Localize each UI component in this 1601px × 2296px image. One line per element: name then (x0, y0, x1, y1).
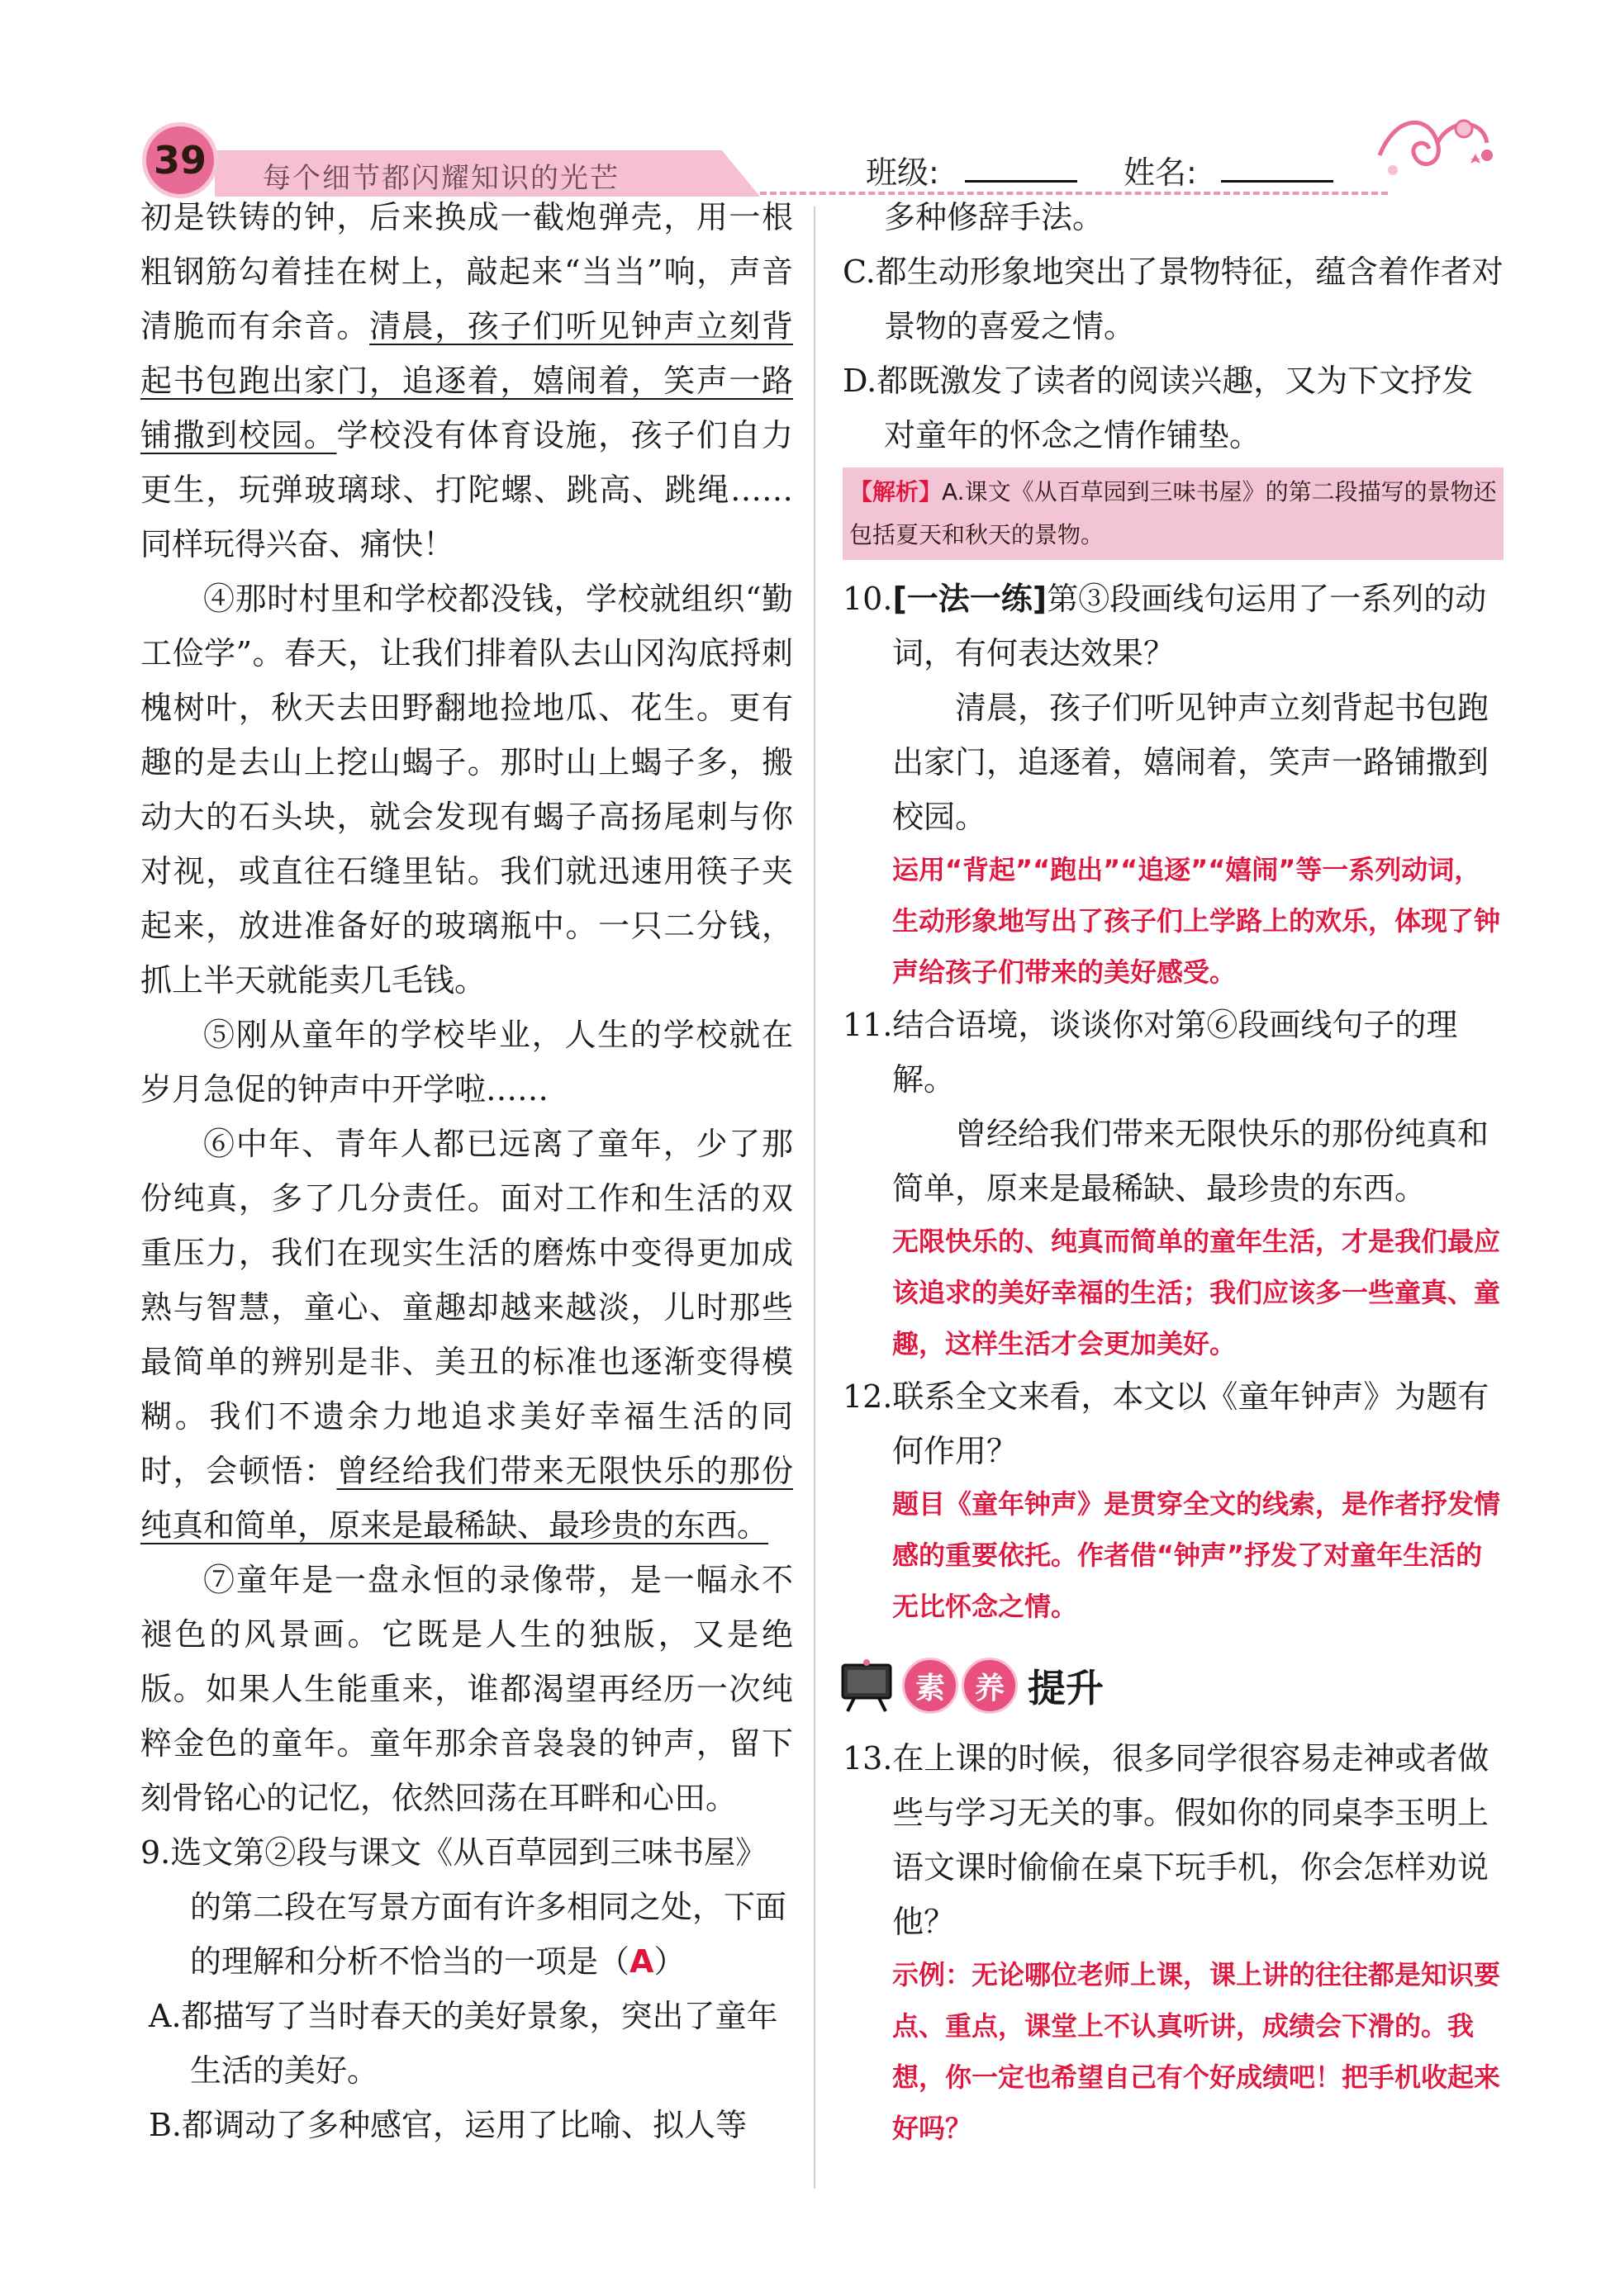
question-11-quote: 曾经给我们带来无限快乐的那份纯真和简单，原来是最稀缺、最珍贵的东西。 (892, 1116, 1489, 1207)
section-heading (838, 1640, 1504, 1731)
class-blank[interactable] (965, 180, 1077, 183)
paragraph-3-text: 初是铁铸的钟，后来换成一截炮弹壳，用一根粗钢筋勾着挂在树上，敲起来“当当”响，声音清脆而有余音。 (140, 199, 793, 344)
question-9-stem-end: ） (653, 1943, 686, 1980)
question-10 (843, 572, 1504, 681)
paragraph-5: ⑤刚从童年的学校毕业，人生的学校就在岁月急促的钟声中开学啦…… (140, 1017, 793, 1108)
section-char-ball-1: 素 (902, 1658, 958, 1714)
question-9-option-d[interactable]: D.都既激发了读者的阅读兴趣，又为下文抒发对童年的怀念之情作铺垫。 (843, 363, 1474, 453)
paragraph-4: ④那时村里和学校都没钱，学校就组织“勤工俭学”。春天，让我们排着队去山冈沟底捋刺槐树叶，秋天去田野翻地捡地瓜、花生。更有趣的是去山上挖山蝎子。那时山上蝎子多，搬动大的石头块，就会发现有蝎子高扬尾刺与你对视，或直往石缝里钻。我们就迅速用筷子夹起来，放进准备好的玻璃瓶中。一只二分钱，抓上半天就能卖几毛钱。 (140, 581, 793, 999)
question-9-stem: 9.选文第②段与课文《从百草园到三味书屋》的第二段在写景方面有许多相同之处，下面的理解和分析不恰当的一项是（ (140, 1834, 787, 1980)
question-9-option-a[interactable]: A.都描写了当时春天的美好景象，突出了童年生活的美好。 (149, 1998, 778, 2089)
paragraph-7: ⑦童年是一盘永恒的录像带，是一幅永不褪色的风景画。它既是人生的独版，又是绝版。如果人生能重来，谁都渴望再经历一次纯粹金色的童年。童年那余音袅袅的钟声，留下刻骨铭心的记忆，依然回荡在耳畔和心田。 (140, 1562, 793, 1816)
question-10-tag: [一法一练] (892, 581, 1048, 617)
analysis-text: A.课文《从百草园到三味书屋》的第二段描写的景物还包括夏天和秋天的景物。 (849, 478, 1497, 548)
column-divider (814, 206, 815, 2189)
question-13-answer: 示例：无论哪位老师上课，课上讲的往往都是知识要点、重点，课堂上不认真听讲，成绩会下滑的。我想，你一定也希望自己有个好成绩吧！把手机收起来好吗？ (892, 1959, 1501, 2144)
question-10-number: 10. (843, 581, 893, 617)
right-column (843, 190, 1504, 2154)
question-10-text: 第③段画线句运用了一系列的动词，有何表达效果？ (892, 581, 1487, 671)
paragraph-6-underlined-sentence: 曾经给我们带来无限快乐的那份纯真和简单，原来是最稀缺、最珍贵的东西。 (140, 1453, 793, 1544)
easel-board-icon (838, 1657, 896, 1715)
paragraph-6-text: ⑥中年、青年人都已远离了童年，少了那份纯真，多了几分责任。面对工作和生活的双重压力，我们在现实生活的磨炼中变得更加成熟与智慧，童心、童趣却越来越淡，儿时那些最简单的辨别是非、美丑的标准也逐渐变得模糊。我们不遗余力地追求美好幸福生活的同时，会顿悟： (140, 1126, 793, 1489)
paragraph-3 (140, 190, 793, 572)
question-9-option-b[interactable]: B.都调动了多种感官，运用了比喻、拟人等 (149, 2107, 748, 2143)
floral-ornament-icon (1371, 97, 1504, 188)
class-label: 班级: (866, 154, 939, 191)
question-9-answer[interactable]: A (629, 1943, 654, 1980)
section-title: 提升 (1028, 1666, 1104, 1710)
page-number-badge: 39 (142, 122, 218, 198)
question-12: 12.联系全文来看，本文以《童年钟声》为题有何作用？ (843, 1378, 1489, 1469)
question-13: 13.在上课的时候，很多同学很容易走神或者做些与学习无关的事。假如你的同桌李玉明上语文课时偷偷在桌下玩手机，你会怎样劝说他？ (843, 1740, 1489, 1940)
analysis-tag: 【解析】 (849, 478, 943, 505)
section-char-ball-2: 养 (962, 1658, 1018, 1714)
left-column (140, 190, 793, 2152)
name-blank[interactable] (1221, 180, 1333, 183)
paragraph-3-underlined-sentence: 清晨，孩子们听见钟声立刻背起书包跑出家门，追逐着，嬉闹着，笑声一路铺撒到校园。 (140, 308, 793, 453)
question-9-option-c[interactable]: C.都生动形象地突出了景物特征，蕴含着作者对景物的喜爱之情。 (843, 254, 1504, 344)
question-11-answer: 无限快乐的、纯真而简单的童年生活，才是我们最应该追求的美好幸福的生活；我们应该多一些童真、童趣，这样生活才会更加美好。 (892, 1226, 1501, 1359)
question-12-answer: 题目《童年钟声》是贯穿全文的线索，是作者抒发情感的重要依托。作者借“钟声”抒发了对童年生活的无比怀念之情。 (892, 1488, 1501, 1622)
question-11: 11.结合语境，谈谈你对第⑥段画线句子的理解。 (843, 1007, 1458, 1098)
name-label: 姓名: (1124, 154, 1197, 191)
question-9-option-b-continued: 多种修辞手法。 (884, 199, 1105, 235)
question-10-quote: 清晨，孩子们听见钟声立刻背起书包跑出家门，追逐着，嬉闹着，笑声一路铺撒到校园。 (892, 690, 1489, 835)
header-slogan: 每个细节都闪耀知识的光芒 (263, 162, 620, 195)
question-10-answer: 运用“背起”“跑出”“追逐”“嬉闹”等一系列动词，生动形象地写出了孩子们上学路上的欢乐，体现了钟声给孩子们带来的美好感受。 (892, 854, 1501, 988)
analysis-box (843, 467, 1504, 560)
paragraph-6 (140, 1117, 793, 1553)
page-header (0, 0, 1601, 206)
paragraph-3-tail: 学校没有体育设施，孩子们自力更生，玩弹玻璃球、打陀螺、跳高、跳绳……同样玩得兴奋、痛快！ (140, 417, 793, 562)
question-9 (140, 1825, 793, 1989)
